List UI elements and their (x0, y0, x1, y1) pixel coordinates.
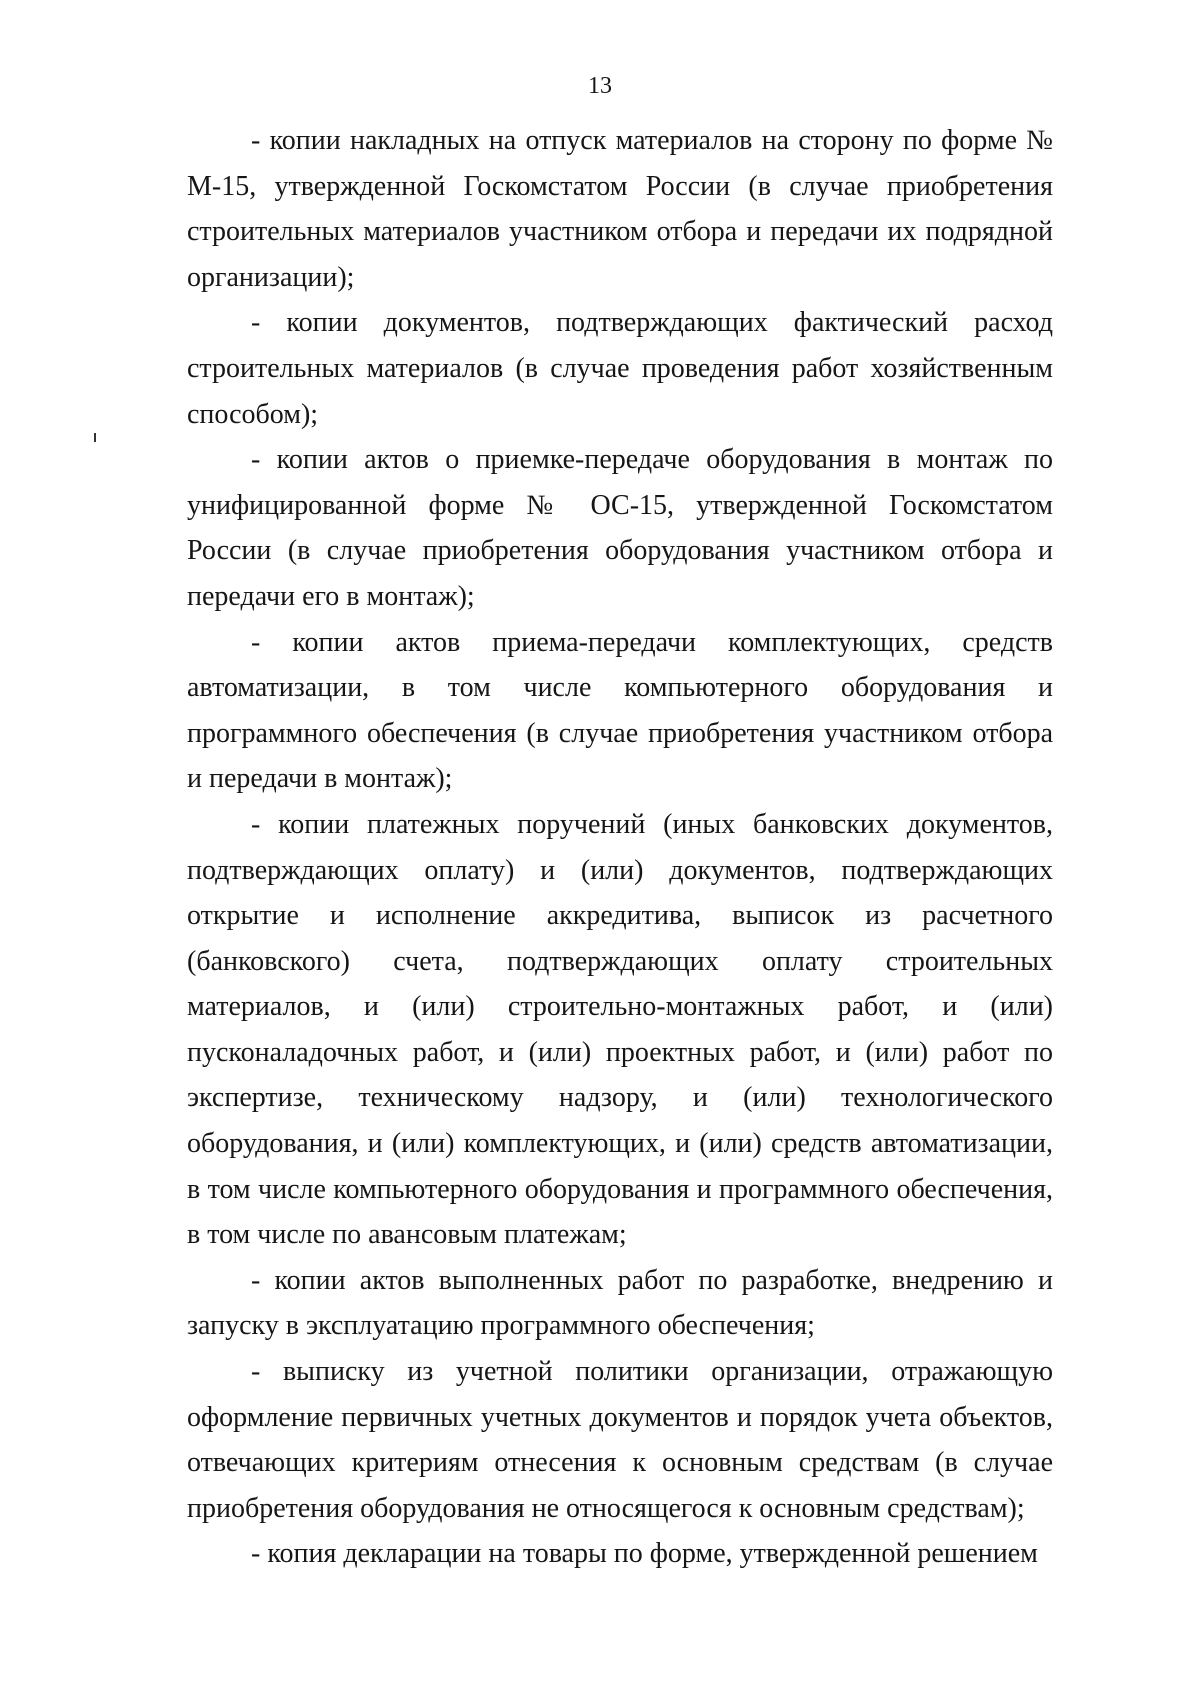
paragraph-4: - копии актов приема-передачи комплектующих, средств автоматизации, в том числе компьютерного оборудования и программного обеспечения (в случае приобретения участником отбора и передачи в монтаж); (187, 626, 1053, 795)
page-number: 13 (588, 73, 612, 99)
paragraph-8: - копия декларации на товары по форме, утвержденной решением (251, 1538, 1038, 1570)
paragraph-7: - выписку из учетной политики организации, отражающую оформление первичных учетных документов и порядок учета объектов, отвечающих критериям отнесения к основным средствам (в случае приобретения оборудования не относящегося к основным средствам); (187, 1356, 1053, 1524)
margin-mark (94, 433, 96, 442)
paragraph-6: - копии актов выполненных работ по разработке, внедрению и запуску в эксплуатацию программного обеспечения; (187, 1264, 1053, 1342)
paragraph-3: - копии актов о приемке-передаче оборудования в монтаж по унифицированной форме № ОС-15, утвержденной Госкомстатом России (в случае приобретения оборудования участником отбора и передачи его в монтаж); (187, 444, 1053, 612)
paragraph-1: - копии накладных на отпуск материалов на сторону по форме № М-15, утвержденной Госкомстатом России (в случае приобретения строительных материалов участником отбора и передачи их подрядной организации); (187, 125, 1053, 293)
paragraph-5: - копии платежных поручений (иных банковских документов, подтверждающих оплату) и (или) документов, подтверждающих открытие и исполнение аккредитива, выписок из расчетного (банковского) счета, подтверждающих оплату строительных материалов, и (или) строительно-монтажных работ, и (или) пусконаладочных работ, и (или) проектных работ, и (или) работ по экспертизе, техническому надзору, и (или) технологического оборудования, и (или) комплектующих, и (или) средств автоматизации, в том числе компьютерного оборудования и программного обеспечения, в том числе по авансовым платежам; (187, 808, 1053, 1251)
paragraph-2: - копии документов, подтверждающих фактический расход строительных материалов (в случае проведения работ хозяйственным способом); (187, 307, 1053, 430)
document-body (187, 118, 1053, 1577)
